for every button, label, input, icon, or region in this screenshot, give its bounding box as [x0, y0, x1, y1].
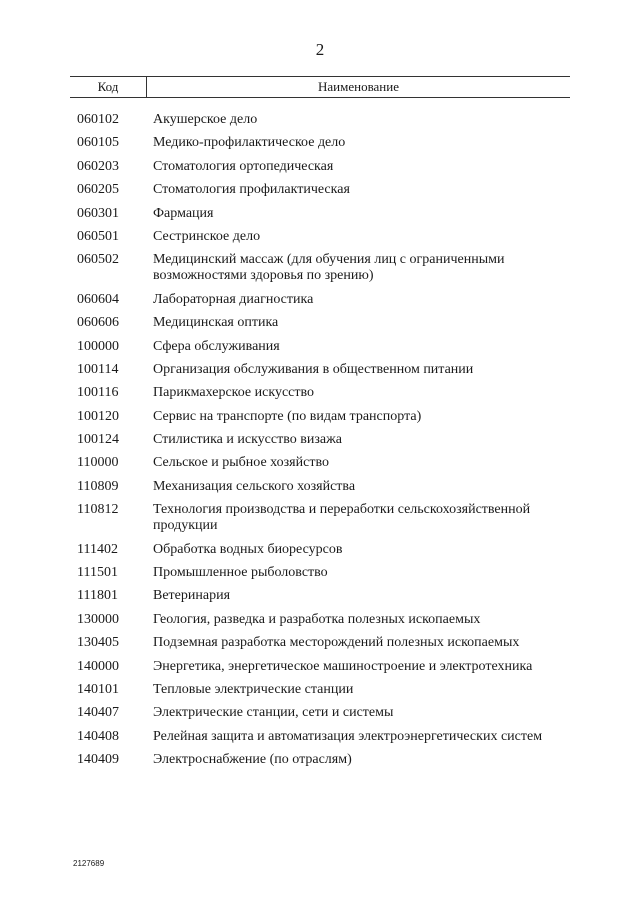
row-name: Релейная защита и автоматизация электроэнергетических систем [153, 728, 543, 744]
row-name: Тепловые электрические станции [153, 681, 354, 697]
row-code: 060501 [77, 228, 119, 244]
row-name: Стилистика и искусство визажа [153, 432, 342, 448]
row-name: Акушерское дело [153, 112, 258, 127]
table-row [77, 159, 577, 175]
row-code: 060105 [77, 135, 119, 151]
table-row [77, 182, 577, 198]
row-code: 060502 [77, 252, 119, 268]
table-row [77, 409, 577, 425]
table-row [77, 112, 577, 128]
row-code: 140000 [77, 658, 119, 674]
table-row [77, 752, 577, 768]
row-name: Стоматология профилактическая [153, 182, 350, 198]
table-row [77, 729, 577, 745]
row-name: Медицинский массаж (для обучения лиц с ограниченными возможностями здоровья по зрению) [153, 252, 505, 284]
row-code: 060606 [77, 315, 119, 331]
table-row [77, 206, 577, 222]
table-row [77, 705, 577, 721]
row-name: Геология, разведка и разработка полезных ископаемых [153, 611, 481, 627]
row-name: Организация обслуживания в общественном питании [153, 361, 474, 377]
table-row [77, 362, 577, 378]
row-code: 100000 [77, 338, 119, 354]
table-row [77, 479, 577, 495]
document-id: 2127689 [73, 859, 105, 868]
row-code: 130000 [77, 611, 119, 627]
row-code: 140409 [77, 752, 119, 768]
row-code: 130405 [77, 635, 119, 651]
table-row [77, 455, 577, 471]
row-code: 100114 [77, 361, 119, 377]
row-name: Сфера обслуживания [153, 338, 280, 354]
table-row [77, 612, 577, 628]
row-name: Энергетика, энергетическое машиностроение и электротехника [153, 658, 533, 674]
row-name: Сестринское дело [153, 228, 261, 244]
row-name: Медико-профилактическое дело [153, 135, 346, 151]
table-row [77, 659, 577, 675]
row-name: Механизация сельского хозяйства [153, 478, 356, 494]
row-code: 060604 [77, 291, 119, 307]
row-name: Медицинская оптика [153, 315, 279, 331]
page-number: 2 [315, 40, 325, 59]
row-code: 100120 [77, 408, 119, 424]
row-name: Электроснабжение (по отраслям) [153, 752, 352, 768]
table-row [77, 565, 577, 581]
table-row [77, 542, 577, 558]
row-code: 140101 [77, 681, 119, 697]
specialty-list [77, 112, 577, 776]
row-name: Промышленное рыболовство [153, 565, 328, 581]
row-name: Лабораторная диагностика [153, 291, 314, 307]
table-row [77, 252, 577, 284]
row-name: Электрические станции, сети и системы [153, 705, 394, 721]
row-code: 060102 [77, 112, 119, 127]
row-name: Сервис на транспорте (по видам транспорта) [153, 408, 422, 424]
row-name: Стоматология ортопедическая [153, 158, 334, 174]
row-code: 111501 [77, 565, 118, 581]
row-code: 100124 [77, 432, 119, 448]
row-name: Фармация [153, 205, 214, 221]
row-code: 100116 [77, 385, 119, 401]
table-row [77, 339, 577, 355]
table-row [77, 315, 577, 331]
row-code: 140408 [77, 728, 119, 744]
row-name: Технология производства и переработки сельскохозяйственной продукции [153, 502, 531, 534]
column-header-name: Наименование [318, 79, 399, 94]
row-name: Подземная разработка месторождений полезных ископаемых [153, 635, 520, 651]
row-code: 060301 [77, 205, 119, 221]
table-row [77, 432, 577, 448]
table-row [77, 229, 577, 245]
table-row [77, 292, 577, 308]
row-name: Ветеринария [153, 588, 231, 604]
row-code: 111801 [77, 588, 118, 604]
row-code: 110000 [77, 455, 119, 471]
row-name: Обработка водных биоресурсов [153, 541, 343, 557]
row-code: 111402 [77, 541, 118, 557]
column-header-code: Код [70, 77, 147, 97]
row-code: 060203 [77, 158, 119, 174]
table-row [77, 385, 577, 401]
row-code: 110812 [77, 502, 119, 518]
row-name: Сельское и рыбное хозяйство [153, 455, 329, 471]
table-row [77, 135, 577, 151]
table-header [70, 76, 570, 98]
row-code: 140407 [77, 705, 119, 721]
row-code: 060205 [77, 182, 119, 198]
table-row [77, 635, 577, 651]
table-row [77, 682, 577, 698]
table-row [77, 588, 577, 604]
row-code: 110809 [77, 478, 119, 494]
row-name: Парикмахерское искусство [153, 385, 315, 401]
table-row [77, 502, 577, 534]
